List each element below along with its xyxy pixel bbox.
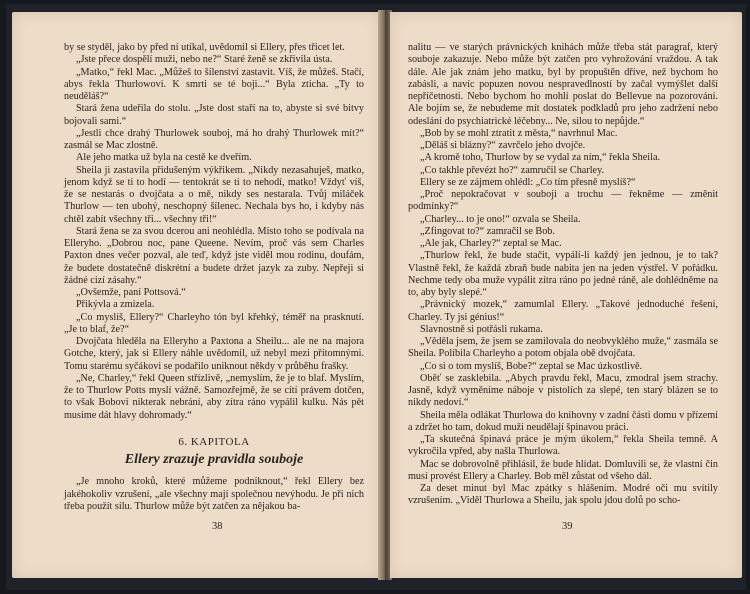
paragraph: „Co takhle převézt ho?“ zamručil se Charley. — [420, 164, 605, 176]
paragraph: nalitu — ve starých právnických knihách může třeba stát paragraf, který souboje zakazuje. Nebo může být zatčen pro vyhrožování vraždou. A tak dále. Ale jak znám jeho matku, byl by propuštěn dříve, než bychom ho zabásli, a navíc popuzen novou nespravedlností by začal vymýšlet další nepříčetnosti. Nebo bychom ho mohli poslat do Bellevue na pozorování. Ale bojím se, že nebudeme mít dostatek podkladů pro jeho zadržení nebo odeslání do psychiatrické léčebny... Ne, silou to nepůjde.“ — [408, 42, 718, 127]
paragraph: Ellery se ze zájmem ohlédl: „Co tím přesně myslíš?“ — [420, 176, 636, 188]
paragraph: „Charley... to je ono!“ ozvala se Sheila. — [420, 213, 581, 225]
paragraph: „Ta skutečná špinavá práce je mým úkolem,“ řekla Sheila temně. A vykročila vpřed, aby našla Thurlowa. — [408, 434, 718, 458]
paragraph: „Ne, Charley,“ řekl Queen střízlivě, „nemyslím, že je to blaf. Myslím, že to Thurlow Potts myslí vážně. Samozřejmě, že se cítí právem dotčen, to však Bobovi nikterak nebrání, aby zítra ráno vypálil kulku. Nás pět musíme dát hlavy dohromady.“ — [64, 372, 364, 421]
paragraph: „Thurlow řekl, že bude stačit, vypálí-li každý jen jednou, je to tak? Vlastně řekl, že každá zbraň bude nabita jen na jeden výstřel. V pořádku. Nechme tedy oba muže vypálit zítra ráno po jedné ráně, ale dohlédněme na to, aby byly slepé.“ — [408, 250, 718, 298]
paragraph: „Zfingovat to?“ zamračil se Bob. — [420, 225, 555, 237]
paragraph: „Co myslíš, Ellery?“ Charleyho tón byl křehký, téměř na prasknutí. „Je to blaf, že?“ — [64, 311, 364, 335]
left-paragraphs-after — [64, 476, 364, 513]
book-spread — [6, 4, 746, 590]
left-paragraphs-before — [64, 42, 364, 422]
paragraph: „Věděla jsem, že jsem se zamilovala do neobvyklého muže,“ zasmála se Sheila. Políbila Charleyho a potom objala obě dvojčata. — [408, 336, 718, 360]
right-page — [390, 12, 742, 578]
paragraph: Sheila měla odlákat Thurlowa do knihovny v zadní části domu v přízemí a zdržet ho tam, dokud muži neudělají špinavou práci. — [408, 409, 718, 433]
paragraph: „Jestli chce drahý Thurlowek souboj, má ho drahý Thurlowek mít?“ zasmál se Mac zlostně. — [64, 127, 364, 151]
right-page-number: 39 — [562, 521, 573, 532]
paragraph: „Ale jak, Charley?“ zeptal se Mac. — [420, 238, 562, 249]
paragraph: Slavnostně si potřásli rukama. — [420, 323, 543, 335]
paragraph: „Ovšemže, paní Pottsová.“ — [76, 287, 186, 298]
paragraph: „Matko,“ řekl Mac. „Můžeš to šílenství zastavit. Víš, že můžeš. Stačí, abys řekla Thurlowovi. K smrti se té boji...“ Byla zticha. „Ty to neuděláš?“ — [64, 66, 364, 102]
paragraph: Stará žena udeřila do stolu. „Jste dost staří na to, abyste si své bitvy bojovali sami.“ — [64, 103, 364, 127]
paragraph: „Bob by se mohl ztratit z města,“ navrhnul Mac. — [420, 127, 618, 139]
paragraph: by se styděl, jako by před ní utíkal, uvědomil si Ellery, přes třicet let. — [64, 42, 345, 53]
paragraph: Přikývla a zmizela. — [76, 299, 155, 311]
paragraph: „Je mnoho kroků, které můžeme podniknout,“ řekl Ellery bez jakéhokoliv vzrušení, „ale všechny mají společnou nevýhodu. Je při nich třeba použít sílu. Thurlow může být zatčen za nějakou ba- — [64, 476, 364, 512]
chapter-title: Ellery zrazuje pravidla souboje — [124, 452, 304, 467]
paragraph: „A kromě toho, Thurlow by se vydal za ním,“ řekla Sheila. — [420, 152, 661, 164]
left-page-number: 38 — [212, 521, 223, 532]
paragraph: Ale jeho matka už byla na cestě ke dveřím. — [76, 152, 252, 164]
paragraph: Dvojčata hleděla na Elleryho a Paxtona a Sheilu... ale ne na majora Gotche, který, jak si Ellery náhle uvědomil, už nebyl mezi přítomnými. Tomu starému syčákovi se podařilo uniknout někdy v průběhu frašky. — [64, 336, 364, 372]
chapter-number: 6. KAPITOLA — [178, 435, 250, 448]
paragraph: Za deset minut byl Mac zpátky s hlášením. Modré oči mu svítily vzrušením. „Viděl Thurlowa a Sheilu, jak spolu jdou dolů po scho- — [408, 483, 718, 507]
paragraph: „Proč nepokračovat v souboji a trochu — řekněme — změnit podmínky?“ — [408, 189, 718, 213]
paragraph: Sheila ji zastavila přidušeným výkřikem. „Nikdy nezasahuješ, matko, jenom když se ti to hodí — tentokrát se ti to nehodí, matko! Vždyť víš, že se nestarás o dvojčata a o mě, nikdy ses nestarala. Tvůj miláček Thurlow — ten ubohý, neschopný šílenec. Nechala bys ho, i kdyby nás chtěl zabít všechny tři... všechny tři!“ — [64, 164, 364, 225]
paragraph: Stará žena se za svou dcerou ani neohlédla. Místo toho se podívala na Elleryho. „Dobrou noc, pane Queene. Nevím, proč vás sem Charles Paxton dnes večer pozval, ale teď, když jste viděl mou rodinu, doufám, že budete dostatečně diskrétní a budete držet jazyk za zuby. Nepřeji si žádné cizí zásahy.“ — [64, 225, 364, 286]
paragraph: „Děláš si blázny?“ zavrčelo jeho dvojče. — [420, 140, 586, 151]
paragraph: Oběť se zasklebila. „Abych pravdu řekl, Macu, zmodral jsem strachy. Jasně, když vyměníme náboje v pistolích za slepé, ten starý blázen se to nikdy nedoví.“ — [408, 372, 718, 409]
left-page-text — [64, 42, 364, 513]
left-page — [12, 12, 380, 578]
right-page-text — [408, 42, 718, 508]
paragraph: Mac se dobrovolně přihlásil, že bude hlídat. Domluvili se, že vlastní čin musí provést Ellery a Charley. Bob měl zůstat od všeho dál. — [408, 458, 718, 482]
paragraph: „Jste přece dospělí muži, nebo ne?“ Staré ženě se zkřivila ústa. — [76, 54, 333, 66]
paragraph: „Právnický mozek,“ zamumlal Ellery. „Takové jednoduché řešení, Charley. Ty jsi génius!“ — [408, 299, 718, 323]
paragraph: „Co si o tom myslíš, Bobe?“ zeptal se Mac úzkostlivě. — [420, 360, 643, 372]
